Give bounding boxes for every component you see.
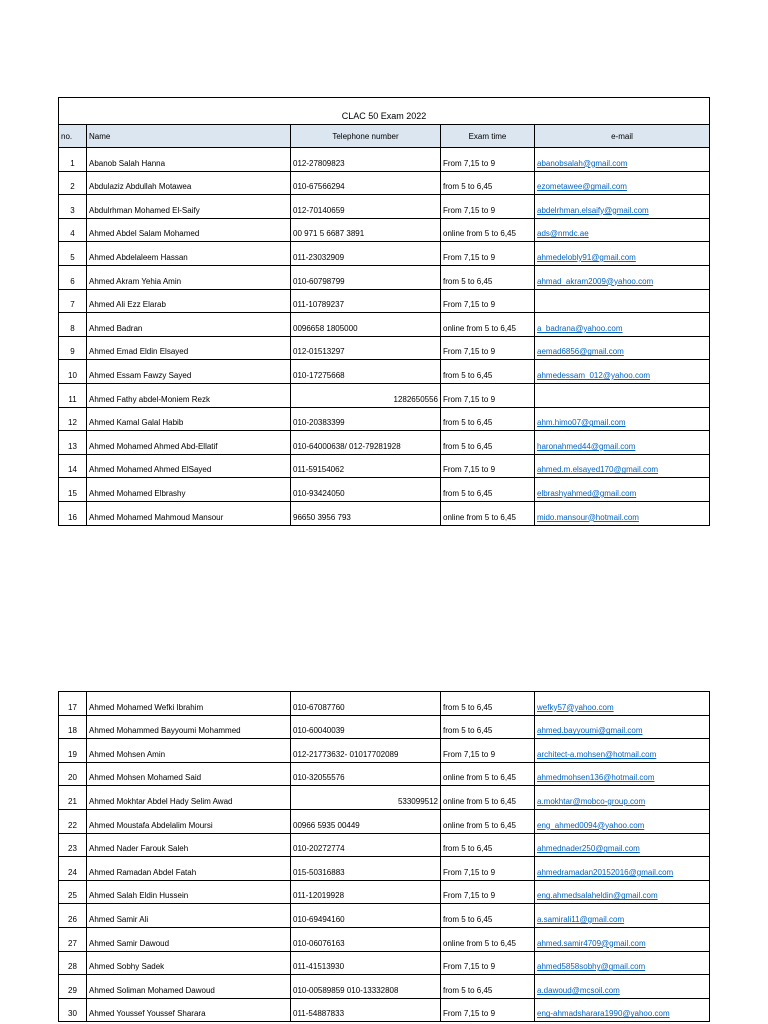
table-row bbox=[59, 171, 710, 195]
row-email[interactable]: a_badrana@yahoo.com bbox=[535, 313, 710, 337]
row-name: Ahmed Mohamed Mahmoud Mansour bbox=[87, 501, 291, 525]
row-number: 16 bbox=[59, 501, 87, 525]
row-exam-time: From 7,15 to 9 bbox=[441, 998, 535, 1022]
row-email[interactable]: abdelrhman.elsaify@gmail.com bbox=[535, 195, 710, 219]
row-email[interactable]: ahm.himo07@gmail.com bbox=[535, 407, 710, 431]
row-name: Ahmed Mokhtar Abdel Hady Selim Awad bbox=[87, 786, 291, 810]
table-row bbox=[59, 313, 710, 337]
row-email[interactable]: ahmednader250@gmail.com bbox=[535, 833, 710, 857]
row-number: 2 bbox=[59, 171, 87, 195]
row-name: Ahmed Moustafa Abdelalim Moursi bbox=[87, 809, 291, 833]
table-row bbox=[59, 431, 710, 455]
row-name: Ahmed Abdel Salam Mohamed bbox=[87, 218, 291, 242]
row-exam-time: online from 5 to 6,45 bbox=[441, 501, 535, 525]
row-number: 10 bbox=[59, 360, 87, 384]
row-name: Ahmed Youssef Youssef Sharara bbox=[87, 998, 291, 1022]
table-row bbox=[59, 975, 710, 999]
row-name: Ahmed Mohamed Wefki Ibrahim bbox=[87, 692, 291, 716]
row-number: 27 bbox=[59, 927, 87, 951]
row-exam-time: from 5 to 6,45 bbox=[441, 407, 535, 431]
row-number: 5 bbox=[59, 242, 87, 266]
row-email[interactable]: eng.ahmedsalaheldin@gmail.com bbox=[535, 880, 710, 904]
row-email[interactable]: a.dawoud@mcsoil.com bbox=[535, 975, 710, 999]
row-name: Ahmed Fathy abdel-Moniem Rezk bbox=[87, 383, 291, 407]
row-number: 23 bbox=[59, 833, 87, 857]
row-email[interactable]: elbrashyahmed@gmail.com bbox=[535, 478, 710, 502]
row-phone: 0096658 1805000 bbox=[291, 313, 441, 337]
table-row bbox=[59, 501, 710, 525]
row-exam-time: online from 5 to 6,45 bbox=[441, 786, 535, 810]
table-row bbox=[59, 998, 710, 1022]
row-email[interactable]: ahmed.samir4709@gmail.com bbox=[535, 927, 710, 951]
header-phone: Telephone number bbox=[291, 125, 441, 148]
row-exam-time: from 5 to 6,45 bbox=[441, 975, 535, 999]
row-phone: 010-06076163 bbox=[291, 927, 441, 951]
row-number: 28 bbox=[59, 951, 87, 975]
row-name: Ahmed Emad Eldin Elsayed bbox=[87, 336, 291, 360]
row-email[interactable]: haronahmed44@gmail.com bbox=[535, 431, 710, 455]
row-phone: 011-41513930 bbox=[291, 951, 441, 975]
table-row bbox=[59, 692, 710, 716]
row-exam-time: from 5 to 6,45 bbox=[441, 692, 535, 716]
row-number: 22 bbox=[59, 809, 87, 833]
row-phone: 010-67087760 bbox=[291, 692, 441, 716]
row-name: Abanob Salah Hanna bbox=[87, 148, 291, 172]
row-number: 20 bbox=[59, 762, 87, 786]
table-row bbox=[59, 904, 710, 928]
row-number: 21 bbox=[59, 786, 87, 810]
row-name: Abdulaziz Abdullah Motawea bbox=[87, 171, 291, 195]
row-name: Ahmed Ramadan Abdel Fatah bbox=[87, 857, 291, 881]
row-exam-time: From 7,15 to 9 bbox=[441, 880, 535, 904]
row-name: Ahmed Mohammed Bayyoumi Mohammed bbox=[87, 715, 291, 739]
row-name: Ahmed Mohamed Ahmed ElSayed bbox=[87, 454, 291, 478]
row-phone: 00 971 5 6687 3891 bbox=[291, 218, 441, 242]
row-number: 13 bbox=[59, 431, 87, 455]
row-email[interactable]: ahmed.m.elsayed170@gmail.com bbox=[535, 454, 710, 478]
row-email[interactable]: abanobsalah@gmail.com bbox=[535, 148, 710, 172]
row-phone: 011-12019928 bbox=[291, 880, 441, 904]
row-number: 9 bbox=[59, 336, 87, 360]
row-phone: 010-93424050 bbox=[291, 478, 441, 502]
table-body bbox=[59, 148, 710, 526]
row-exam-time: From 7,15 to 9 bbox=[441, 454, 535, 478]
row-email[interactable]: ahmedramadan20152016@gmail.com bbox=[535, 857, 710, 881]
row-number: 4 bbox=[59, 218, 87, 242]
row-email bbox=[535, 383, 710, 407]
row-email[interactable]: ahmedessam_012@yahoo.com bbox=[535, 360, 710, 384]
row-exam-time: from 5 to 6,45 bbox=[441, 478, 535, 502]
row-phone: 1282650556 bbox=[291, 383, 441, 407]
row-exam-time: From 7,15 to 9 bbox=[441, 242, 535, 266]
row-number: 11 bbox=[59, 383, 87, 407]
row-exam-time: From 7,15 to 9 bbox=[441, 148, 535, 172]
row-email[interactable]: a.mokhtar@mobco-group.com bbox=[535, 786, 710, 810]
row-number: 12 bbox=[59, 407, 87, 431]
table-row bbox=[59, 762, 710, 786]
row-phone: 533099512 bbox=[291, 786, 441, 810]
row-number: 15 bbox=[59, 478, 87, 502]
row-email[interactable]: ahmad_akram2009@yahoo.com bbox=[535, 265, 710, 289]
row-phone: 96650 3956 793 bbox=[291, 501, 441, 525]
row-exam-time: From 7,15 to 9 bbox=[441, 289, 535, 313]
row-phone: 00966 5935 00449 bbox=[291, 809, 441, 833]
row-phone: 010-20383399 bbox=[291, 407, 441, 431]
row-exam-time: from 5 to 6,45 bbox=[441, 715, 535, 739]
table-row bbox=[59, 857, 710, 881]
row-name: Ahmed Mohamed Ahmed Abd-Ellatif bbox=[87, 431, 291, 455]
row-name: Abdulrhman Mohamed El-Saify bbox=[87, 195, 291, 219]
row-email[interactable]: ahmed.bayyoumi@gmail.com bbox=[535, 715, 710, 739]
table-row bbox=[59, 383, 710, 407]
row-exam-time: From 7,15 to 9 bbox=[441, 951, 535, 975]
table-row bbox=[59, 927, 710, 951]
row-exam-time: from 5 to 6,45 bbox=[441, 833, 535, 857]
row-email[interactable]: aemad6856@gmail.com bbox=[535, 336, 710, 360]
row-email[interactable]: ezometawee@gmail.com bbox=[535, 171, 710, 195]
row-exam-time: online from 5 to 6,45 bbox=[441, 927, 535, 951]
row-exam-time: From 7,15 to 9 bbox=[441, 383, 535, 407]
table-title: CLAC 50 Exam 2022 bbox=[59, 98, 710, 125]
row-name: Ahmed Kamal Galal Habib bbox=[87, 407, 291, 431]
table-row bbox=[59, 715, 710, 739]
table-row bbox=[59, 195, 710, 219]
table-row bbox=[59, 148, 710, 172]
row-name: Ahmed Soliman Mohamed Dawoud bbox=[87, 975, 291, 999]
header-exam-time: Exam time bbox=[441, 125, 535, 148]
row-email[interactable]: ahmedelobly91@gmail.com bbox=[535, 242, 710, 266]
table-row bbox=[59, 880, 710, 904]
row-name: Ahmed Salah Eldin Hussein bbox=[87, 880, 291, 904]
row-name: Ahmed Akram Yehia Amin bbox=[87, 265, 291, 289]
table-row bbox=[59, 265, 710, 289]
row-phone: 010-60798799 bbox=[291, 265, 441, 289]
exam-table-page-2 bbox=[58, 691, 710, 1022]
row-phone: 011-59154062 bbox=[291, 454, 441, 478]
table-row bbox=[59, 289, 710, 313]
row-exam-time: From 7,15 to 9 bbox=[441, 739, 535, 763]
row-email[interactable]: architect-a.mohsen@hotmail.com bbox=[535, 739, 710, 763]
row-name: Ahmed Samir Ali bbox=[87, 904, 291, 928]
row-email[interactable]: ads@nmdc.ae bbox=[535, 218, 710, 242]
row-name: Ahmed Essam Fawzy Sayed bbox=[87, 360, 291, 384]
row-exam-time: online from 5 to 6,45 bbox=[441, 762, 535, 786]
row-phone: 010-20272774 bbox=[291, 833, 441, 857]
row-phone: 012-70140659 bbox=[291, 195, 441, 219]
row-name: Ahmed Mohamed Elbrashy bbox=[87, 478, 291, 502]
header-row bbox=[59, 125, 710, 148]
row-phone: 010-17275668 bbox=[291, 360, 441, 384]
row-number: 18 bbox=[59, 715, 87, 739]
table-row bbox=[59, 478, 710, 502]
row-number: 26 bbox=[59, 904, 87, 928]
row-name: Ahmed Badran bbox=[87, 313, 291, 337]
row-number: 14 bbox=[59, 454, 87, 478]
row-name: Ahmed Mohsen Amin bbox=[87, 739, 291, 763]
row-phone: 011-23032909 bbox=[291, 242, 441, 266]
table-row bbox=[59, 360, 710, 384]
row-exam-time: From 7,15 to 9 bbox=[441, 336, 535, 360]
row-name: Ahmed Abdelaleem Hassan bbox=[87, 242, 291, 266]
row-number: 7 bbox=[59, 289, 87, 313]
row-number: 29 bbox=[59, 975, 87, 999]
table-row bbox=[59, 786, 710, 810]
row-phone: 012-21773632- 01017702089 bbox=[291, 739, 441, 763]
row-phone: 010-69494160 bbox=[291, 904, 441, 928]
row-phone: 010-67566294 bbox=[291, 171, 441, 195]
row-name: Ahmed Mohsen Mohamed Said bbox=[87, 762, 291, 786]
row-email[interactable]: a.samirali11@gmail.com bbox=[535, 904, 710, 928]
row-number: 3 bbox=[59, 195, 87, 219]
row-phone: 015-50316883 bbox=[291, 857, 441, 881]
header-email: e-mail bbox=[535, 125, 710, 148]
title-row bbox=[59, 98, 710, 125]
row-phone: 011-54887833 bbox=[291, 998, 441, 1022]
row-exam-time: from 5 to 6,45 bbox=[441, 431, 535, 455]
row-phone: 010-00589859 010-13332808 bbox=[291, 975, 441, 999]
row-phone: 010-60040039 bbox=[291, 715, 441, 739]
row-number: 8 bbox=[59, 313, 87, 337]
row-email[interactable]: wefky57@yahoo.com bbox=[535, 692, 710, 716]
row-number: 6 bbox=[59, 265, 87, 289]
row-name: Ahmed Ali Ezz Elarab bbox=[87, 289, 291, 313]
row-name: Ahmed Samir Dawoud bbox=[87, 927, 291, 951]
row-number: 17 bbox=[59, 692, 87, 716]
row-number: 24 bbox=[59, 857, 87, 881]
row-phone: 012-27809823 bbox=[291, 148, 441, 172]
row-phone: 012-01513297 bbox=[291, 336, 441, 360]
table-row bbox=[59, 833, 710, 857]
header-name: Name bbox=[87, 125, 291, 148]
row-email[interactable]: ahmed5858sobhy@gmail.com bbox=[535, 951, 710, 975]
exam-table-page-1 bbox=[58, 97, 710, 526]
row-email[interactable]: eng_ahmed0094@yahoo.com bbox=[535, 809, 710, 833]
row-exam-time: from 5 to 6,45 bbox=[441, 360, 535, 384]
row-email[interactable]: mido.mansour@hotmail.com bbox=[535, 501, 710, 525]
row-email bbox=[535, 289, 710, 313]
header-no: no. bbox=[59, 125, 87, 148]
table-row bbox=[59, 218, 710, 242]
table-row bbox=[59, 951, 710, 975]
row-number: 1 bbox=[59, 148, 87, 172]
row-phone: 010-32055576 bbox=[291, 762, 441, 786]
row-phone: 010-64000638/ 012-79281928 bbox=[291, 431, 441, 455]
row-number: 19 bbox=[59, 739, 87, 763]
row-number: 30 bbox=[59, 998, 87, 1022]
table-row bbox=[59, 407, 710, 431]
table-row bbox=[59, 242, 710, 266]
table-row bbox=[59, 809, 710, 833]
row-number: 25 bbox=[59, 880, 87, 904]
row-exam-time: from 5 to 6,45 bbox=[441, 904, 535, 928]
table-row bbox=[59, 739, 710, 763]
row-exam-time: From 7,15 to 9 bbox=[441, 195, 535, 219]
row-phone: 011-10789237 bbox=[291, 289, 441, 313]
row-exam-time: from 5 to 6,45 bbox=[441, 265, 535, 289]
row-exam-time: online from 5 to 6,45 bbox=[441, 313, 535, 337]
table-row bbox=[59, 454, 710, 478]
row-exam-time: online from 5 to 6,45 bbox=[441, 809, 535, 833]
row-name: Ahmed Nader Farouk Saleh bbox=[87, 833, 291, 857]
table-body bbox=[59, 692, 710, 1022]
row-exam-time: from 5 to 6,45 bbox=[441, 171, 535, 195]
table-row bbox=[59, 336, 710, 360]
row-exam-time: online from 5 to 6,45 bbox=[441, 218, 535, 242]
row-exam-time: From 7,15 to 9 bbox=[441, 857, 535, 881]
row-email[interactable]: eng-ahmadsharara1990@yahoo.com bbox=[535, 998, 710, 1022]
row-email[interactable]: ahmedmohsen136@hotmail.com bbox=[535, 762, 710, 786]
row-name: Ahmed Sobhy Sadek bbox=[87, 951, 291, 975]
